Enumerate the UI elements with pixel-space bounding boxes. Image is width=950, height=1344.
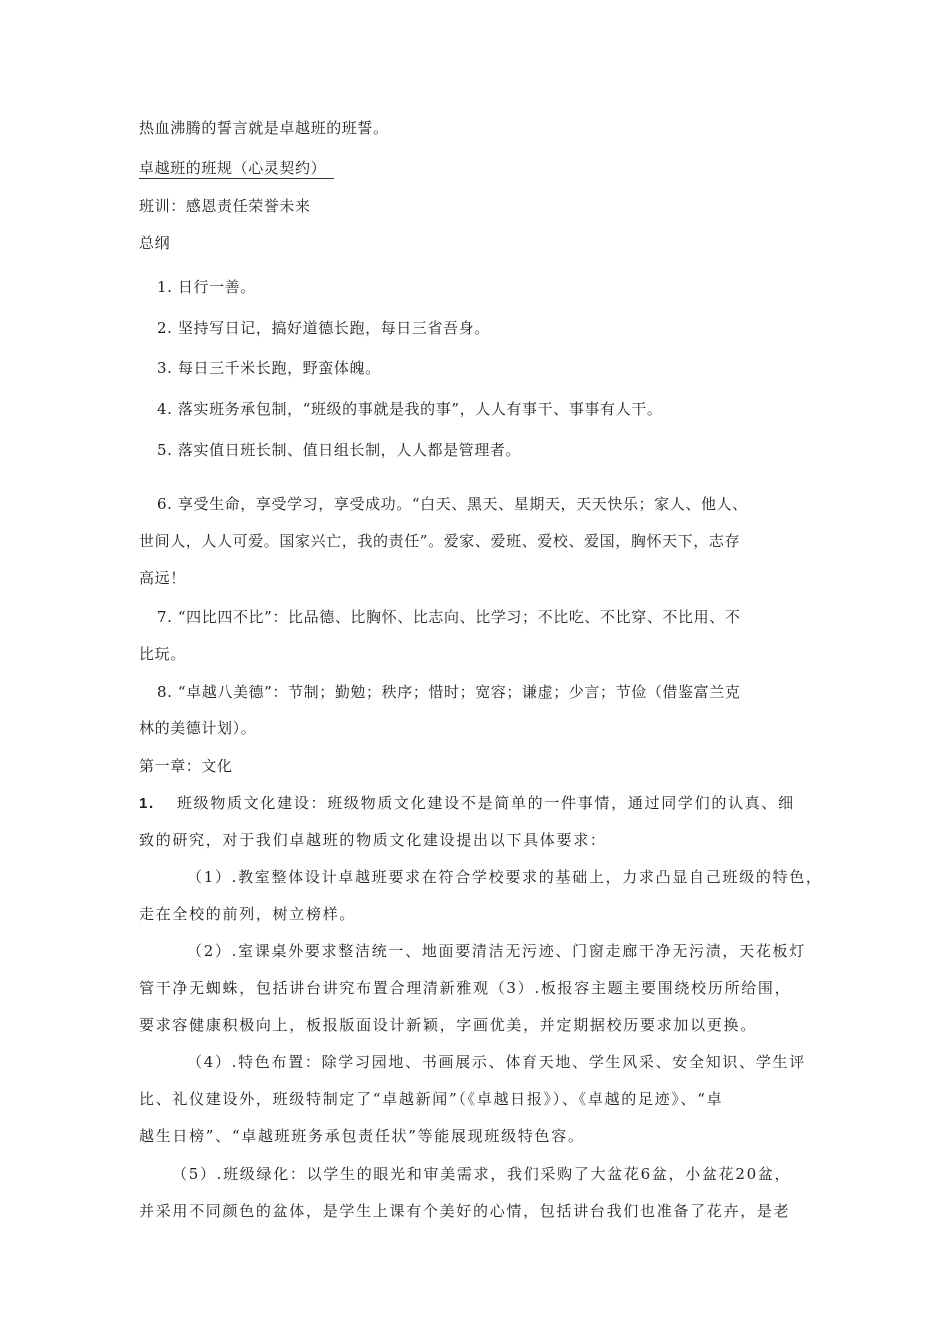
section-1-line-1	[139, 793, 795, 814]
class-rules-heading-text: 卓越班的班规（心灵契约）	[139, 159, 334, 179]
list-item-8: 8. “卓越八美德”：节制；勤勉；秩序；惜时；宽容；谦虚；少言；节俭（借鉴富兰克	[157, 683, 741, 701]
item-4-line-3: 越生日榜”、“卓越班班务承包责任状”等能展现班级特色容。	[139, 1127, 585, 1145]
item-1-line-1: （1）.教室整体设计卓越班要求在符合学校要求的基础上，力求凸显自己班级的特色，	[187, 868, 823, 886]
list-item-8-cont: 林的美德计划）。	[139, 719, 257, 737]
item-2-line-1: （2）.室课桌外要求整洁统一、地面要清洁无污迹、门窗走廊干净无污渍，天花板灯	[187, 942, 806, 960]
item-2-line-2: 管干净无蜘蛛，包括讲台讲究布置合理清新雅观（3）.板报容主题主要围绕校历所给围，	[139, 979, 792, 997]
item-3-line: 要求容健康积极向上，板报版面设计新颖，字画优美，并定期据校历要求加以更换。	[139, 1016, 757, 1034]
list-item-3: 3. 每日三千米长跑，野蛮体魄。	[157, 359, 381, 377]
chapter-1-heading: 第一章：文化	[139, 757, 233, 775]
item-5-line-1: （5）.班级绿化：以学生的眼光和审美需求，我们采购了大盆花6盆，小盆花20盆，	[172, 1165, 792, 1183]
item-5-line-2: 并采用不同颜色的盆体，是学生上课有个美好的心情，包括讲台我们也准备了花卉，是老	[139, 1202, 791, 1220]
section-1-line-2: 致的研究，对于我们卓越班的物质文化建设提出以下具体要求：	[139, 831, 607, 849]
class-rules-heading	[139, 158, 334, 178]
item-4-line-1: （4）.特色布置：除学习园地、书画展示、体育天地、学生风采、安全知识、学生评	[187, 1053, 806, 1071]
section-1-number: 1.	[139, 795, 155, 812]
list-item-7-cont: 比玩。	[139, 645, 186, 663]
list-item-7: 7. “四比四不比”：比品德、比胸怀、比志向、比学习；不比吃、不比穿、不比用、不	[157, 608, 741, 626]
list-item-6-cont-1: 世间人，人人可爱。国家兴亡，我的责任”。爱家、爱班、爱校、爱国，胸怀天下，志存	[139, 532, 741, 550]
section-1-text: 班级物质文化建设：班级物质文化建设不是简单的一件事情，通过同学们的认真、细	[176, 794, 795, 812]
list-item-4: 4. 落实班务承包制，“班级的事就是我的事”，人人有事干、事事有人干。	[157, 400, 663, 418]
class-motto: 班训：感恩责任荣誉未来	[139, 197, 311, 215]
general-outline-heading: 总纲	[139, 234, 171, 252]
item-1-line-2: 走在全校的前列，树立榜样。	[139, 905, 357, 923]
item-4-line-2: 比、礼仪建设外，班级特制定了“卓越新闻”（《卓越日报》）、《卓越的足迹》、“卓	[139, 1090, 724, 1108]
list-item-1: 1. 日行一善。	[157, 278, 256, 296]
list-item-6-cont-2: 高远！	[139, 569, 186, 587]
list-item-2: 2. 坚持写日记，搞好道德长跑，每日三省吾身。	[157, 319, 490, 337]
list-item-5: 5. 落实值日班长制、值日组长制，人人都是管理者。	[157, 441, 522, 459]
list-item-6: 6. 享受生命，享受学习，享受成功。“白天、黑天、星期天，天天快乐；家人、他人、	[157, 495, 748, 513]
oath-line: 热血沸腾的誓言就是卓越班的班誓。	[139, 119, 389, 137]
